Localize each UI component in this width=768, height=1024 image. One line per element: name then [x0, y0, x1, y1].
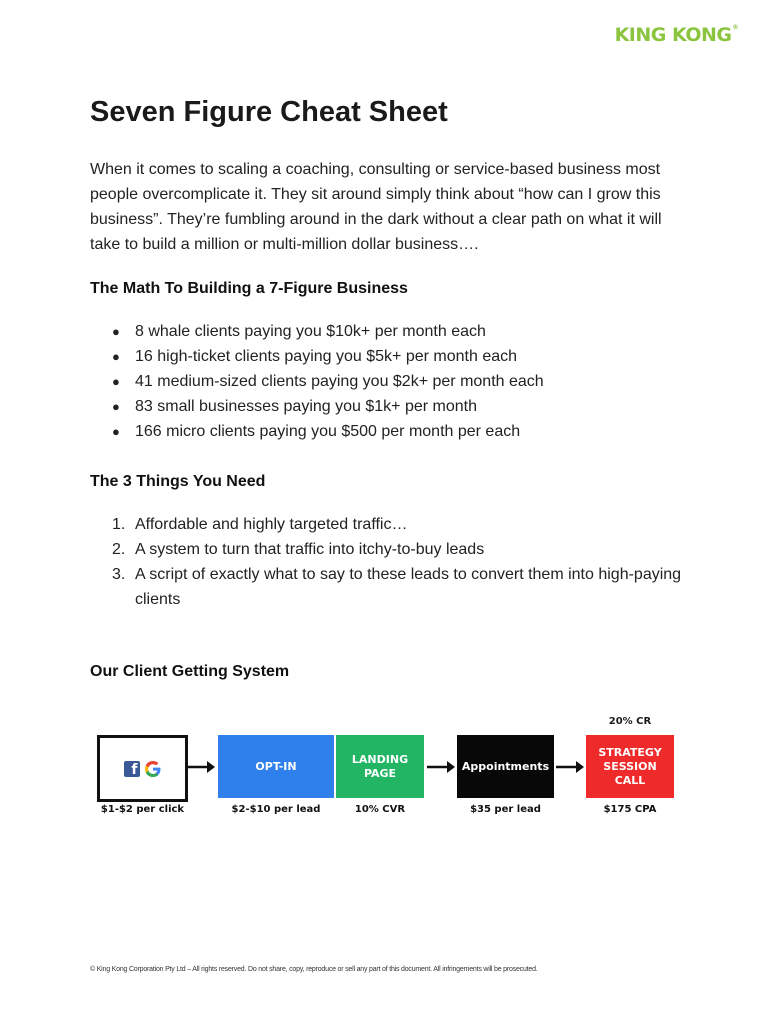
list-item: ● 41 medium-sized clients paying you $2k+ per month each — [112, 373, 544, 390]
list-item: ● 16 high-ticket clients paying you $5k+ per month each — [112, 348, 518, 365]
system-heading: Our Client Getting System — [90, 663, 290, 680]
copyright-footer: © King Kong Corporation Pty Ltd – All rights reserved. Do not share, copy, reproduce or sell any part of this document. All infringements will be prosecuted. — [90, 966, 538, 973]
needs-list — [90, 512, 690, 612]
list-item: 1. Affordable and highly targeted traffic… — [112, 516, 408, 533]
landing-page-metric: 10% CVR — [354, 804, 406, 815]
client-getting-funnel — [95, 712, 685, 832]
king-kong-logo: KING KONG® — [614, 24, 738, 46]
traffic-metric: $1-$2 per click — [100, 804, 185, 815]
arrow-icon — [556, 760, 584, 774]
page-title: Seven Figure Cheat Sheet — [90, 96, 448, 128]
list-item: 2. A system to turn that traffic into itchy-to-buy leads — [112, 541, 485, 558]
list-item: ● 83 small businesses paying you $1k+ per month — [112, 398, 477, 415]
opt-in-box: OPT-IN — [218, 735, 334, 798]
list-item: ● 166 micro clients paying you $500 per month per each — [112, 423, 521, 440]
traffic-box — [97, 735, 188, 802]
list-item: 3. A script of exactly what to say to these leads to convert them into high-paying clients — [112, 566, 682, 608]
arrow-icon — [427, 760, 455, 774]
strategy-session-metric: $175 CPA — [603, 804, 657, 815]
list-item: ● 8 whale clients paying you $10k+ per month each — [112, 323, 486, 340]
google-icon — [144, 760, 162, 778]
appointments-box: Appointments — [457, 735, 554, 798]
conversion-rate-label: 20% CR — [608, 716, 652, 727]
math-list — [90, 319, 690, 444]
math-heading: The Math To Building a 7-Figure Business — [90, 280, 408, 297]
intro-paragraph: When it comes to scaling a coaching, consulting or service-based business most people overcomplicate it. They sit around simply think about “how can I grow this business”. They’re fumbling around in the dark without a clear path on what it will take to build a million or multi-million dollar business…. — [90, 161, 662, 253]
needs-heading: The 3 Things You Need — [90, 473, 266, 490]
appointments-metric: $35 per lead — [470, 804, 541, 815]
strategy-session-box: STRATEGY SESSION CALL — [586, 735, 674, 798]
facebook-icon: f — [124, 761, 140, 777]
landing-page-box: LANDING PAGE — [336, 735, 424, 798]
opt-in-metric: $2-$10 per lead — [231, 804, 321, 815]
document-body — [90, 92, 690, 684]
arrow-icon — [187, 760, 215, 774]
